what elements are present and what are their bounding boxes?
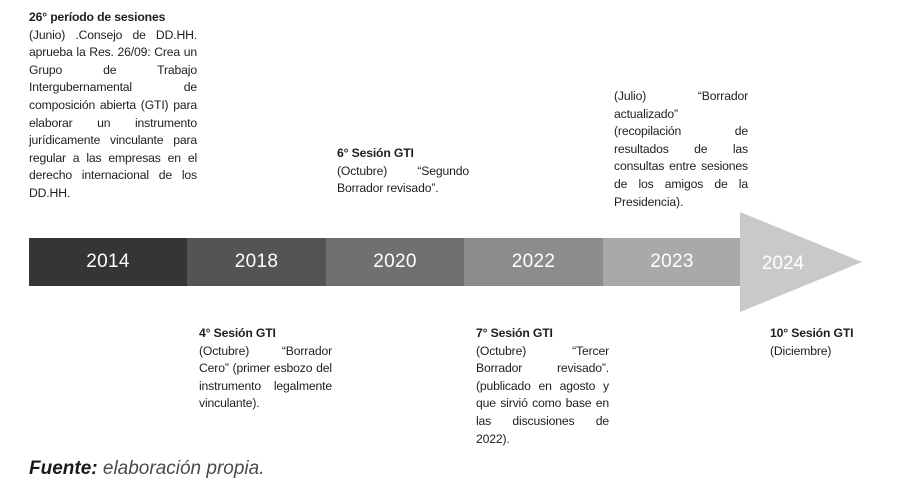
event-2022-title: 7° Sesión GTI [476, 326, 553, 340]
year-2020 [326, 238, 464, 286]
year-2024-label: 2024 [761, 253, 805, 274]
event-2023-body: (Julio) “Borrador actualizado” (recopilación de resultados de las consultas entre sesiones de los amigos de la Presidencia). [614, 89, 748, 209]
event-2018-title: 4° Sesión GTI [199, 326, 276, 340]
event-2020 [337, 145, 469, 198]
event-2020-title: 6° Sesión GTI [337, 146, 414, 160]
year-2022-label: 2022 [511, 251, 556, 272]
timeline-arrowhead [740, 212, 862, 312]
event-2022-body: (Octubre) “Tercer Borrador revisado”. (publicado en agosto y que sirvió como base en las discusiones de 2022). [476, 343, 609, 446]
event-2024-body: (Diciembre) [770, 343, 832, 358]
event-2022 [476, 325, 609, 448]
source-text: elaboración propia. [97, 458, 265, 479]
event-2018-body: (Octubre) “Borrador Cero” (primer esbozo del instrumento legalmente vinculante). [199, 343, 332, 411]
event-2018 [199, 325, 332, 413]
year-2014-label: 2014 [86, 251, 130, 272]
event-2020-body: (Octubre) “Segundo Borrador revisado”. [337, 163, 469, 196]
event-2014-body: (Junio) .Consejo de DD.HH. aprueba la Res. 26/09: Crea un Grupo de Trabajo Intergubernamental de composición abierta (GTI) para elaborar un instrumento jurídicamente vinculante para regular a las empresas en el derecho internacional de los DD.HH. [29, 27, 197, 200]
year-2018 [187, 238, 326, 286]
year-2014 [29, 238, 187, 286]
year-2023-label: 2023 [650, 251, 694, 272]
event-2014-title: 26° período de sesiones [29, 10, 166, 24]
year-2023 [603, 238, 741, 286]
year-2020-label: 2020 [373, 251, 417, 272]
event-2024-title: 10° Sesión GTI [770, 326, 854, 340]
year-2022 [464, 238, 603, 286]
event-2023 [614, 88, 748, 211]
source-label: Fuente: [29, 458, 98, 479]
event-2024 [770, 325, 880, 360]
event-2014 [29, 9, 197, 203]
year-2018-label: 2018 [234, 251, 279, 272]
source-note [29, 458, 265, 480]
